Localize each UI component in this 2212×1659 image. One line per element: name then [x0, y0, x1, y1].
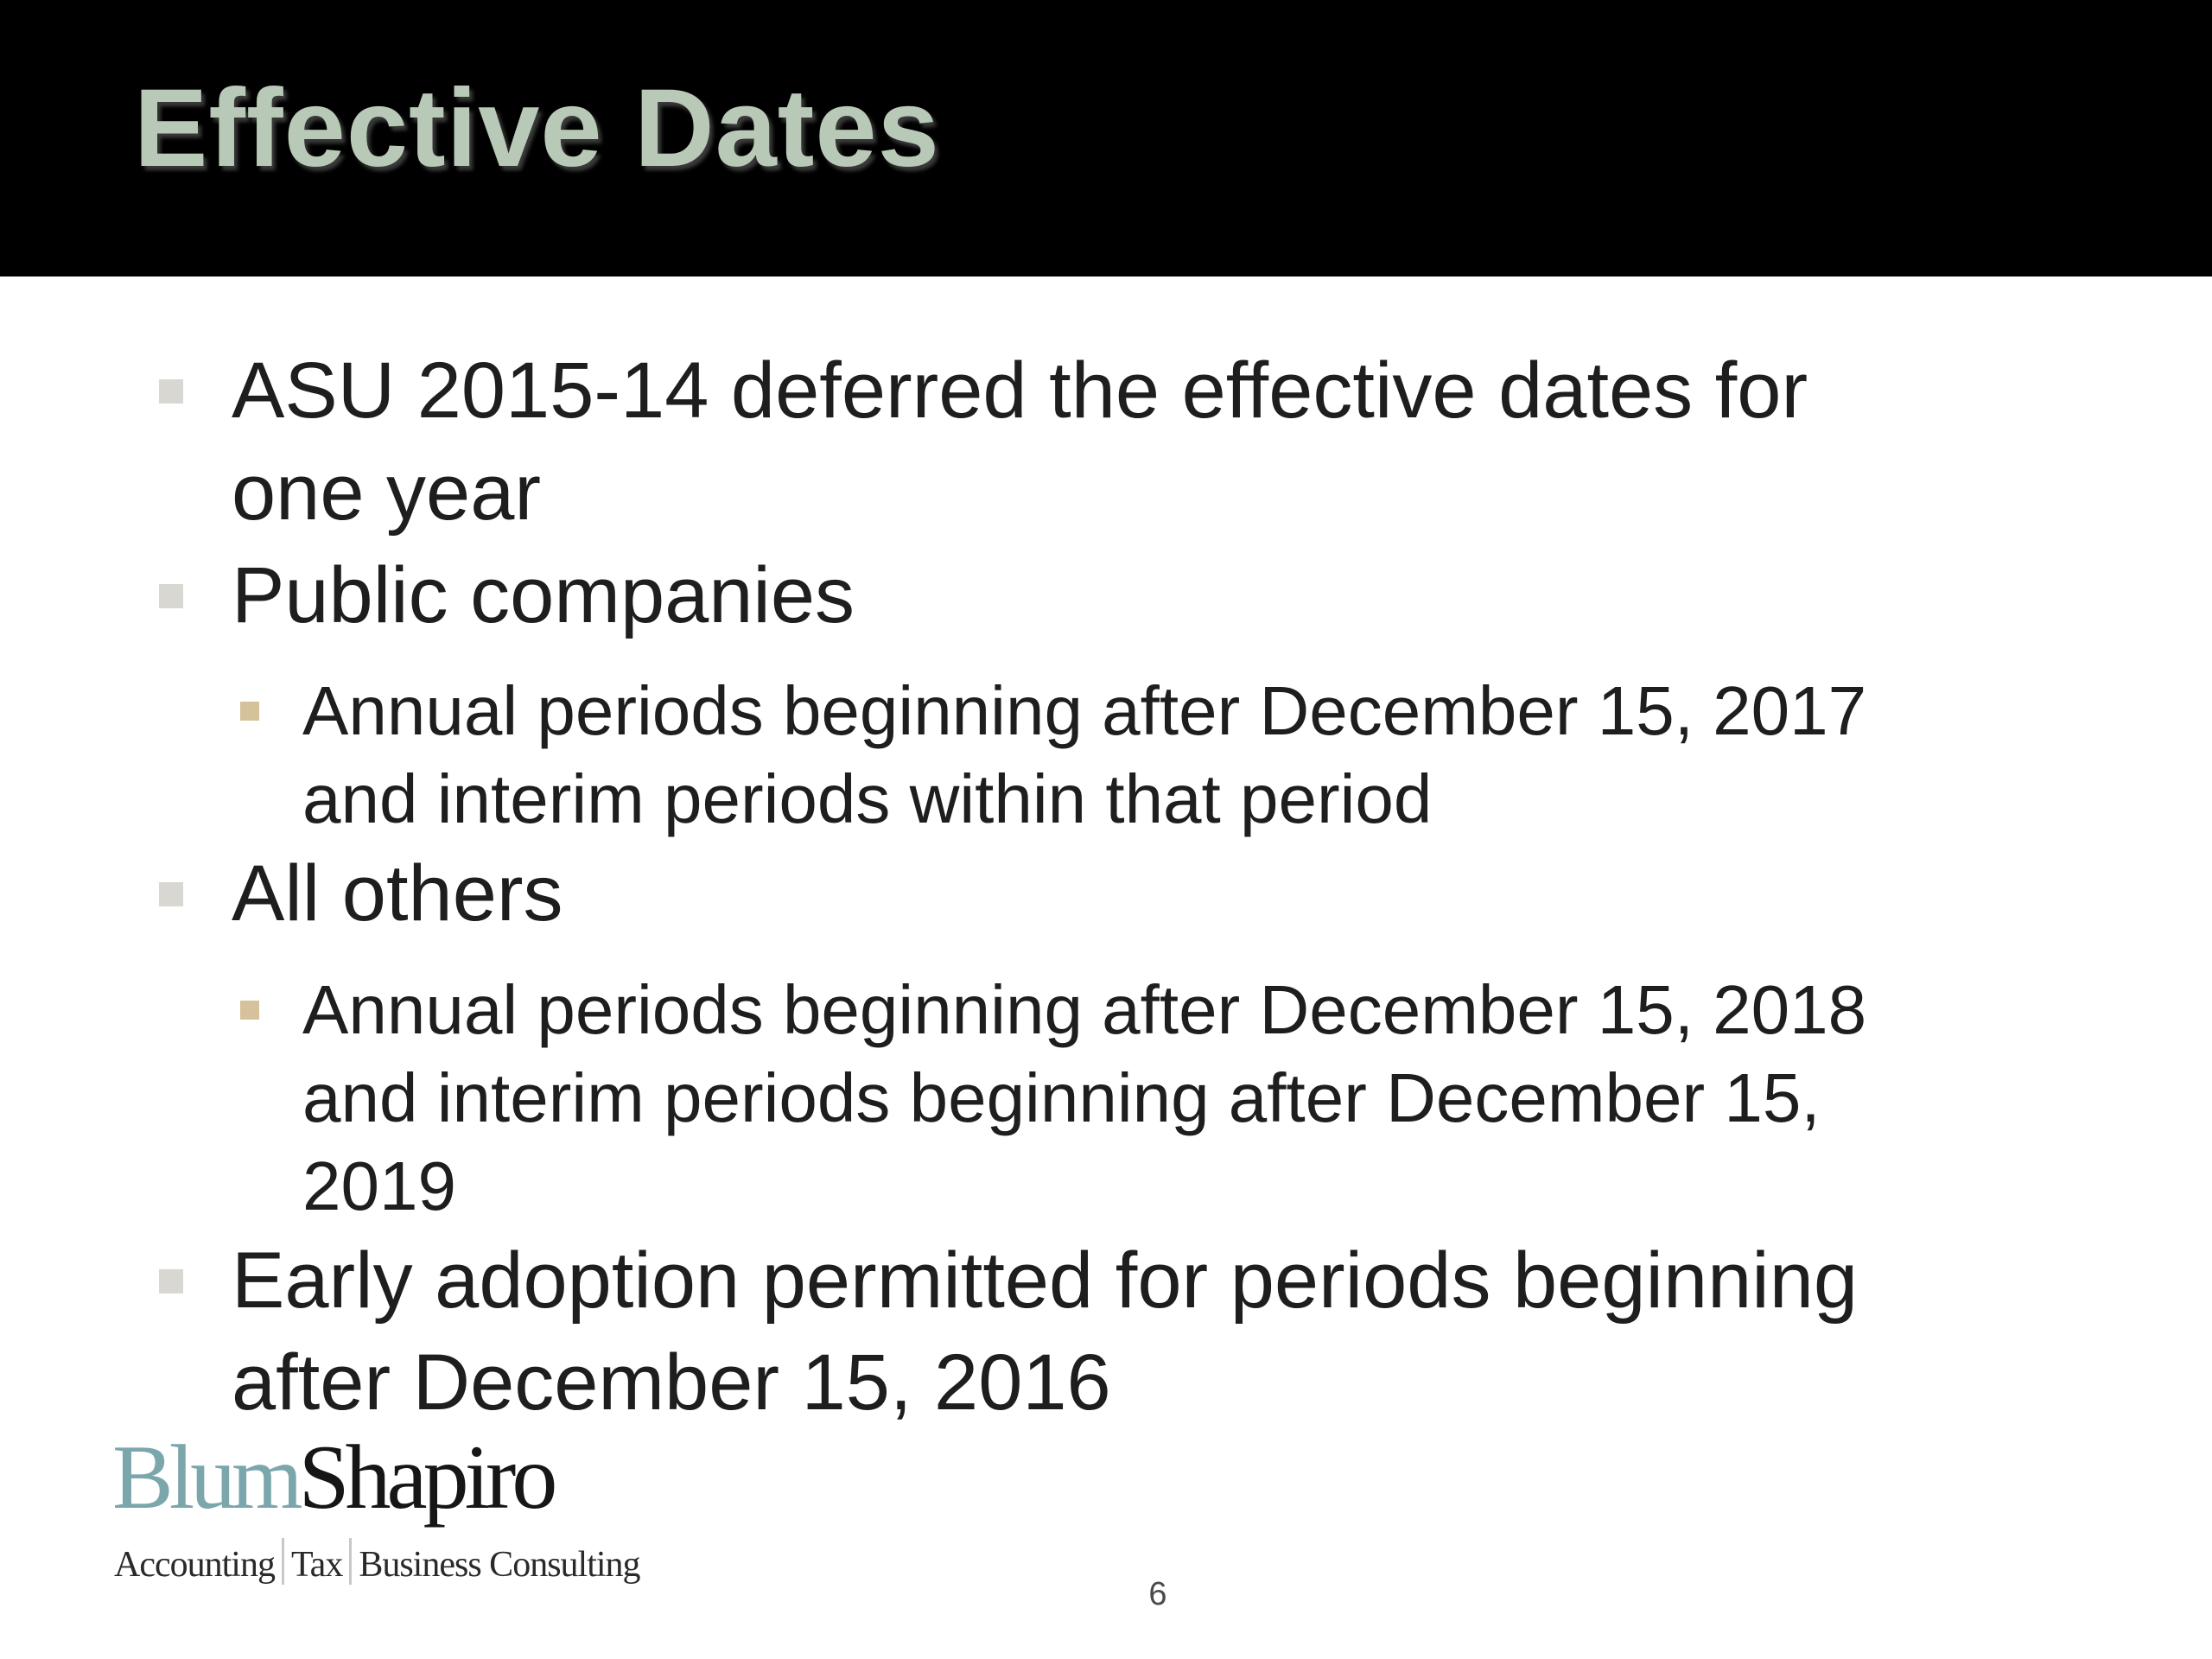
- slide-title: Effective Dates: [134, 67, 940, 190]
- square-sub-bullet-icon: [240, 702, 259, 721]
- bullet-line: one year: [232, 448, 542, 537]
- sub-bullet-line: 2019: [302, 1147, 456, 1224]
- sub-bullet-line: and interim periods beginning after December 15,: [302, 1059, 1821, 1136]
- sub-bullet-line: and interim periods within that period: [302, 760, 1433, 837]
- bullet-line: ASU 2015-14 deferred the effective dates for: [232, 346, 1808, 435]
- sub-bullet-item-public-dates: [302, 667, 1866, 843]
- logo-name-blum: Blum: [112, 1427, 299, 1528]
- sub-bullet-line: Annual periods beginning after December 15, 2017: [302, 672, 1867, 749]
- square-bullet-icon: [159, 584, 183, 608]
- bullet-line: after December 15, 2016: [232, 1338, 1111, 1427]
- bullet-item-asu-deferral: [232, 340, 1808, 543]
- bullet-line: Public companies: [232, 551, 855, 639]
- bullet-line: All others: [232, 849, 563, 938]
- tagline-tax: Tax: [290, 1545, 343, 1585]
- tagline-business-consulting: Business Consulting: [359, 1545, 640, 1585]
- company-logo: [112, 1427, 665, 1586]
- bullet-item-public-companies: [232, 544, 855, 646]
- bullet-item-early-adoption: [232, 1230, 1858, 1433]
- tagline-accounting: Accounting: [114, 1545, 275, 1585]
- logo-tagline: [114, 1538, 640, 1589]
- tagline-divider: [349, 1538, 352, 1585]
- tagline-divider: [282, 1538, 284, 1585]
- square-bullet-icon: [159, 1269, 183, 1294]
- sub-bullet-line: Annual periods beginning after December 15, 2018: [302, 971, 1867, 1048]
- square-bullet-icon: [159, 379, 183, 404]
- page-number: 6: [1148, 1576, 1167, 1612]
- logo-wordmark: [112, 1427, 554, 1528]
- square-bullet-icon: [159, 882, 183, 906]
- bullet-item-all-others: [232, 842, 563, 944]
- bullet-line: Early adoption permitted for periods beginning: [232, 1236, 1859, 1325]
- square-sub-bullet-icon: [240, 1001, 259, 1020]
- sub-bullet-item-others-dates: [302, 966, 1866, 1230]
- logo-name-shapiro: Shapiro: [298, 1427, 554, 1528]
